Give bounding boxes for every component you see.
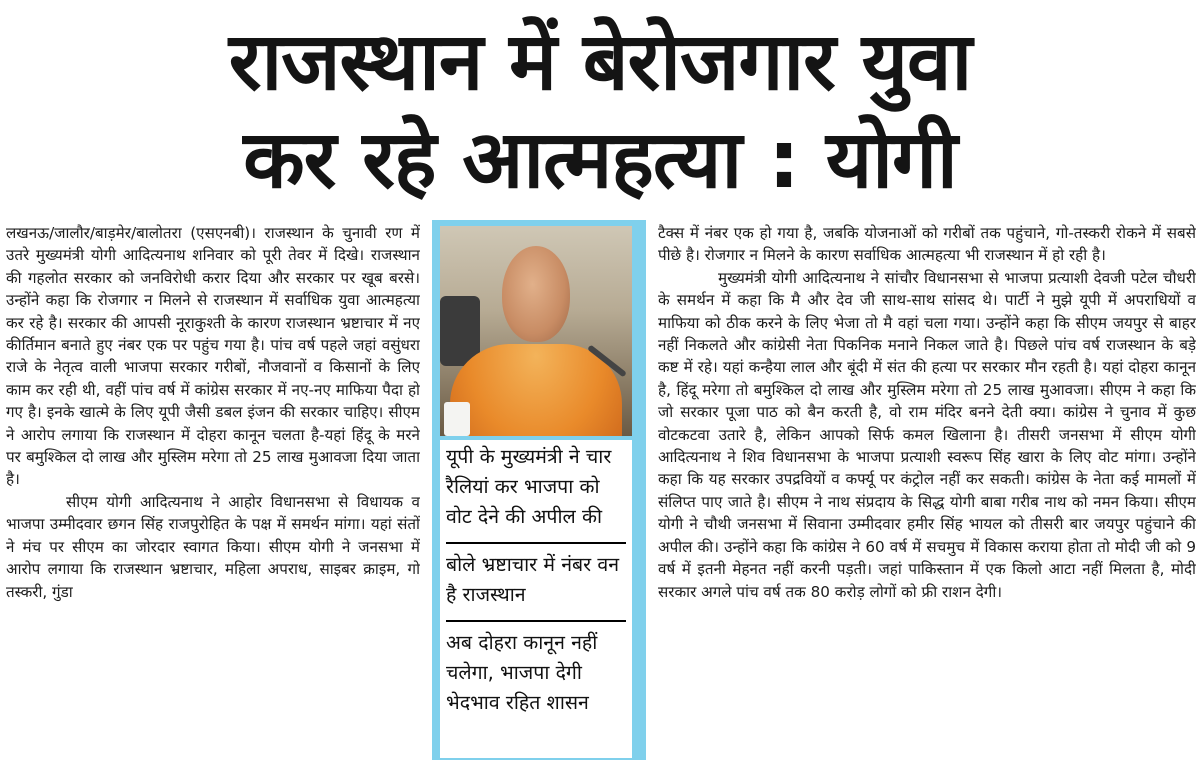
highlight-item: यूपी के मुख्यमंत्री ने चार रैलियां कर भाजपा को वोट देने की अपील की	[446, 445, 612, 528]
robe-shape	[450, 344, 622, 436]
headline-line-1: राजस्थान में बेरोजगार युवा	[228, 15, 972, 108]
headline-line-2: कर रहे आत्महत्या : योगी	[243, 113, 957, 206]
person-photo	[440, 226, 632, 436]
divider	[446, 542, 626, 544]
article-paragraph: मुख्यमंत्री योगी आदित्यनाथ ने सांचौर विधानसभा से भाजपा प्रत्याशी देवजी पटेल चौधरी के समर्थन में कहा कि मै और देव जी साथ-साथ सांसद थे। पार्टी ने मुझे यूपी में अपराधियों व माफिया को ठीक करने के लिए भेजा तो मै वहां चला गया। उन्होंने कहा कि सीएम जयपुर से बाहर नहीं निकलते और कांग्रेसी नेता पिकनिक मनाने निकल जाते है। पिछले पांच वर्ष राजस्थान के बड़े कष्ट में रहे। यहां कन्हैया लाल और बूंदी में संत की हत्या पर सरकार मौन रहती है। यहां दोहरा कानून है, हिंदू मरेगा तो बमुश्किल दो लाख और मुस्लिम मरेगा तो 25 लाख मुआवजा। सीएम ने कहा कि जो सरकार पूजा पाठ को बैन करती है, वो राम मंदिर बनने देती क्या। कांग्रेस ने चुनाव में कुछ वोटकटवा उतारे है, लेकिन आपको सिर्फ कमल खिलाना है। तीसरी जनसभा में सीएम योगी आदित्यनाथ ने शिव विधानसभा के भाजपा प्रत्याशी स्वरूप सिंह खारा के लिए वोट मांगा। उन्होंने कहा कि यह सरकार उपद्रवियों व कर्फ्यू पर कंट्रोल नहीं कर सकती। कांग्रेस के नेता कई मामलों में संलिप्त पाए जाते है। सीएम ने नाथ संप्रदाय के सिद्ध योगी बाबा गरीब नाथ को नमन किया। सीएम योगी ने चौथी जनसभा में सिवाना उम्मीदवार हमीर सिंह भायल को तीसरी बार जयपुर पहुंचाने की अपील की। उन्होंने कहा कि कांग्रेस ने 60 वर्ष में सचमुच में विकास कराया होता तो मोदी जी को 9 वर्ष में इतनी मेहनत नहीं करनी पड़ती। जहां पाकिस्तान में एक किलो आटा नहीं मिलता है, मोदी सरकार अगले पांच वर्ष तक 80 करोड़ लोगों को फ्री राशन देगी।	[658, 268, 1196, 601]
headline	[0, 0, 1200, 210]
cup-shape	[444, 402, 470, 436]
highlights-sidebar	[432, 220, 646, 760]
highlight-item: बोले भ्रष्टाचार में नंबर वन है राजस्थान	[446, 553, 620, 606]
article-paragraph: टैक्स में नंबर एक हो गया है, जबकि योजनाओं को गरीबों तक पहुंचाने, गो-तस्करी रोकने में सबसे पीछे है। रोजगार न मिलने के कारण सर्वाधिक आत्महत्या भी राजस्थान में हो रही है।	[658, 224, 1196, 265]
article-paragraph: सीएम योगी आदित्यनाथ ने आहोर विधानसभा से विधायक व भाजपा उम्मीदवार छगन सिंह राजपुरोहित के पक्ष में समर्थन मांगा। यहां संतों ने मंच पर सीएम का जोरदार स्वागत किया। सीएम योगी ने जनसभा में आरोप लगाया कि राजस्थान भ्रष्टाचार, महिला अपराध, साइबर क्राइम, गो तस्करी, गुंडा	[6, 492, 420, 601]
divider	[446, 620, 626, 622]
highlight-item: अब दोहरा कानून नहीं चलेगा, भाजपा देगी भेदभाव रहित शासन	[446, 631, 598, 714]
highlights-box	[440, 440, 632, 758]
article-paragraph: लखनऊ/जालौर/बाड़मेर/बालोतरा (एसएनबी)। राजस्थान के चुनावी रण में उतरे मुख्यमंत्री योगी आदित्यनाथ शनिवार को पूरी तेवर में दिखे। राजस्थान की गहलोत सरकार को जनविरोधी करार दिया और सरकार पर खूब बरसे। उन्होंने कहा कि रोजगार न मिलने से राजस्थान में सर्वाधिक युवा आत्महत्या कर रहे है। सरकार की आपसी नूराकुश्ती के कारण राजस्थान भ्रष्टाचार में नए कीर्तिमान बनाते हुए नंबर एक पर पहुंच गया है। पांच वर्ष पहले जहां वसुंधरा राजे के नेतृत्व वाली भाजपा सरकार गरीबों, नौजवानों व किसानों के लिए काम कर रही थी, वहीं पांच वर्ष में कांग्रेस सरकार में नए-नए माफिया पैदा हो गए है। इनके खात्मे के लिए यूपी जैसी डबल इंजन की सरकार चाहिए। सीएम ने आरोप लगाया कि राजस्थान में दोहरा कानून चलता है-यहां हिंदू के मरने पर बमुश्किल दो लाख और मुस्लिम मरेगा तो 25 लाख मुआवजा दिया जाता है।	[6, 224, 420, 489]
head-shape	[502, 246, 570, 342]
article-left-column	[6, 222, 420, 767]
article-right-column	[658, 222, 1196, 767]
